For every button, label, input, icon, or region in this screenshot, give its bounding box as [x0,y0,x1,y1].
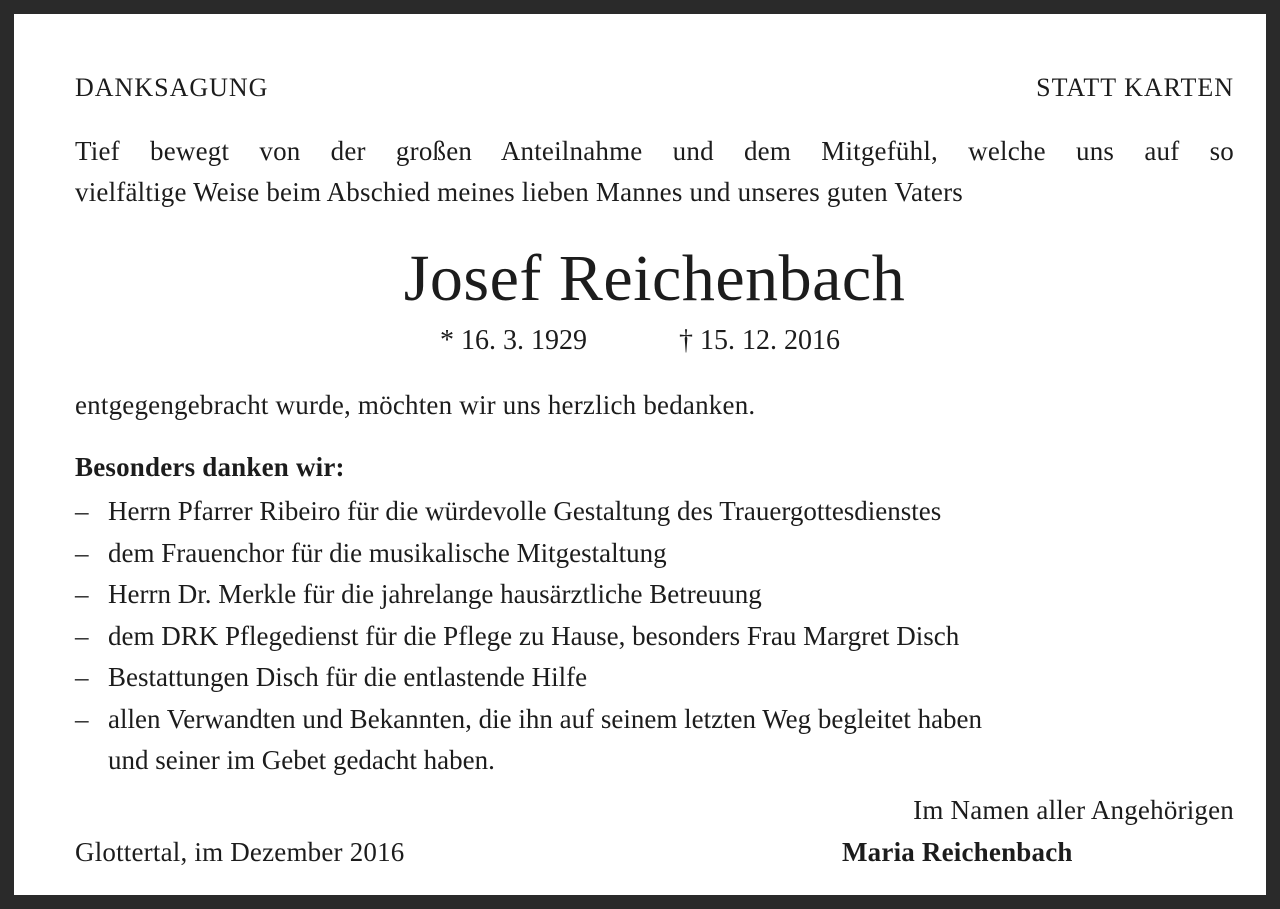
list-item-continuation [75,743,1234,777]
list-item-text: dem Frauenchor für die musikalische Mitgestaltung [108,538,667,568]
dash-marker: – [75,496,89,526]
special-thanks-heading: Besonders danken wir: [75,452,345,482]
list-item-text: allen Verwandten und Bekannten, die ihn auf seinem letzten Weg begleitet haben [108,704,983,734]
list-item [75,660,1234,694]
list-item [75,494,1234,528]
dash-marker: – [75,538,89,568]
signatory-name: Maria Reichenbach [842,837,1073,867]
heading-left: DANKSAGUNG [75,73,269,102]
heading-right: STATT KARTEN [1036,73,1234,102]
list-item-text: Herrn Dr. Merkle für die jahrelange hausärztliche Betreuung [108,579,762,609]
death-date: † 15. 12. 2016 [679,325,840,356]
list-item [75,619,1234,653]
signoff-label: Im Namen aller Angehörigen [913,795,1234,825]
dash-marker: – [75,662,89,692]
list-item [75,536,1234,570]
list-item-text: Bestattungen Disch für die entlastende Hilfe [108,662,588,692]
list-item-text: dem DRK Pflegedienst für die Pflege zu Hause, besonders Frau Margret Disch [108,621,960,651]
dash-marker: – [75,621,89,651]
list-item-continuation-text: und seiner im Gebet gedacht haben. [108,745,495,775]
place-date: Glottertal, im Dezember 2016 [75,837,405,867]
birth-date: * 16. 3. 1929 [440,325,587,356]
dash-marker: – [75,704,89,734]
list-item [75,577,1234,611]
deceased-name: Josef Reichenbach [403,242,906,315]
intro-line-1: Tief bewegt von der großen Anteilnahme und dem Mitgefühl, welche uns auf so [75,136,1234,166]
thanks-line: entgegengebracht wurde, möchten wir uns herzlich bedanken. [75,390,756,420]
list-item [75,702,1234,736]
dash-marker: – [75,579,89,609]
intro-line-2: vielfältige Weise beim Abschied meines lieben Mannes und unseres guten Vaters [75,177,964,207]
list-item-text: Herrn Pfarrer Ribeiro für die würdevolle Gestaltung des Trauergottesdienstes [108,496,942,526]
